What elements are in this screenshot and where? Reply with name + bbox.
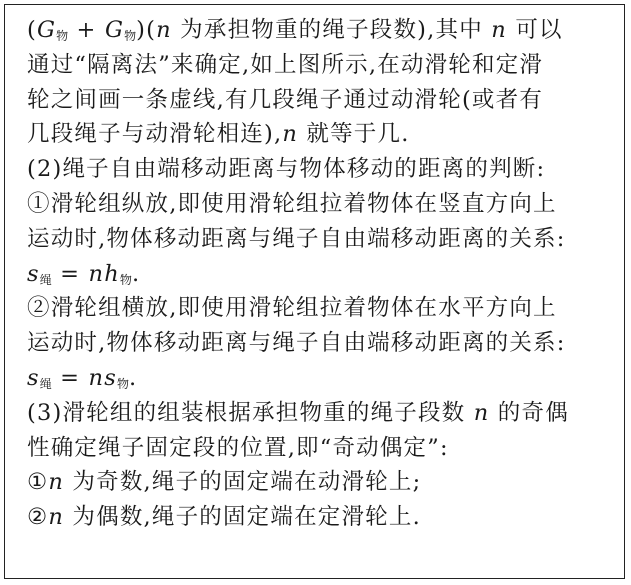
text-line-2: 通过“隔离法”来确定,如上图所示,在动滑轮和定滑	[27, 51, 544, 78]
text-line-1: $(G_物 + G_物)(n$ 为承担物重的绳子段数),其中 n 可以	[27, 17, 563, 43]
text-line-10: 运动时,物体移动距离与绳子自由端移动距离的关系:	[27, 330, 566, 357]
text-line-3: 轮之间画一条虚线,有几段绳子通过动滑轮(或者有	[27, 86, 544, 113]
text-body	[27, 13, 627, 535]
text-line-4: 几段绳子与动滑轮相连),n 就等于几.	[27, 121, 410, 148]
text-line-11: $s_绳 = ns_物$.	[27, 364, 138, 391]
text-line-13: 性确定绳子固定段的位置,即“奇动偶定”:	[27, 434, 449, 461]
text-line-14: ①n 为奇数,绳子的固定端在动滑轮上;	[27, 469, 422, 496]
text-line-9: ②滑轮组横放,即使用滑轮组拉着物体在水平方向上	[27, 295, 557, 322]
text-line-12: (3)滑轮组的组装根据承担物重的绳子段数 n 的奇偶	[27, 399, 569, 426]
text-line-7: 运动时,物体移动距离与绳子自由端移动距离的关系:	[27, 225, 566, 252]
text-line-8: $s_绳 = nh_物$.	[27, 260, 141, 287]
text-line-5: (2)绳子自由端移动距离与物体移动的距离的判断:	[27, 156, 546, 183]
text-line-15: ②n 为偶数,绳子的固定端在定滑轮上.	[27, 504, 421, 531]
text-line-6: ①滑轮组纵放,即使用滑轮组拉着物体在竖直方向上	[27, 190, 557, 217]
text-box-border	[4, 4, 625, 579]
